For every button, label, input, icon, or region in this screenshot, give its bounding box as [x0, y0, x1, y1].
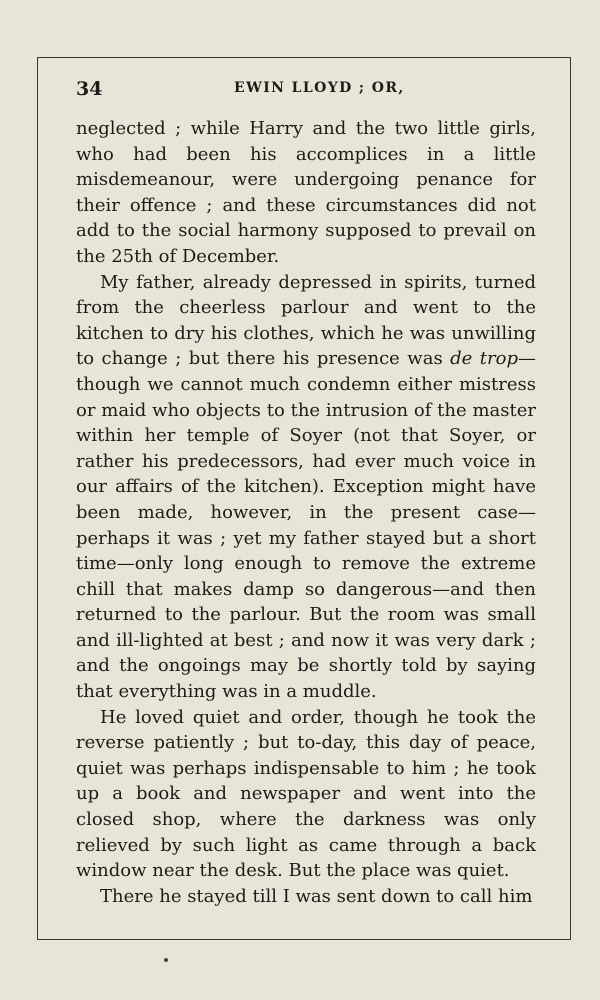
paragraph-2-part-2: —though we cannot much condemn either mistress or maid who objects to the intrusion of the master within her temple of Soyer (not that Soyer, or rather his predecessors, had ever much voice in our affairs of the kitchen). Exception might have been made, however, in the present case—perhaps it was ; yet my father stayed but a short time—only long enough to remove the extreme chill that makes damp so dangerous—and then returned to the parlour. But the room was small and ill-lighted at best ; and now it was very dark ; and the ongoings may be shortly told by saying that everything was in a muddle.: [76, 348, 537, 703]
paragraph-2: [76, 270, 536, 705]
page-header: [76, 78, 536, 108]
running-head: EWIN LLOYD ; OR,: [234, 80, 405, 96]
paragraph-2-part-1: My father, already depressed in spirits, turned from the cheerless parlour and went to the kitchen to dry his clothes, which he was unwilling to change ; but there his presence was: [76, 271, 536, 370]
paragraph-1: neglected ; while Harry and the two little girls, who had been his accomplices in a little misdemeanour, were undergoing penance for their offence ; and these circumstances did not add to the social harmony supposed to prevail on the 25th of December.: [76, 118, 536, 267]
paragraph-3: He loved quiet and order, though he took the reverse patiently ; but to-day, this day of peace, quiet was perhaps indispensable to him ; he took up a book and newspaper and went into the closed shop, where the darkness was only relieved by such light as came through a back window near the desk. But the place was quiet.: [76, 706, 536, 882]
page-content: [76, 78, 536, 909]
paper-speck: [164, 958, 168, 962]
paragraph-2-italic: de trop: [450, 348, 519, 370]
page-number: 34: [76, 78, 103, 100]
paragraph-4: There he stayed till I was sent down to call him: [100, 885, 533, 907]
